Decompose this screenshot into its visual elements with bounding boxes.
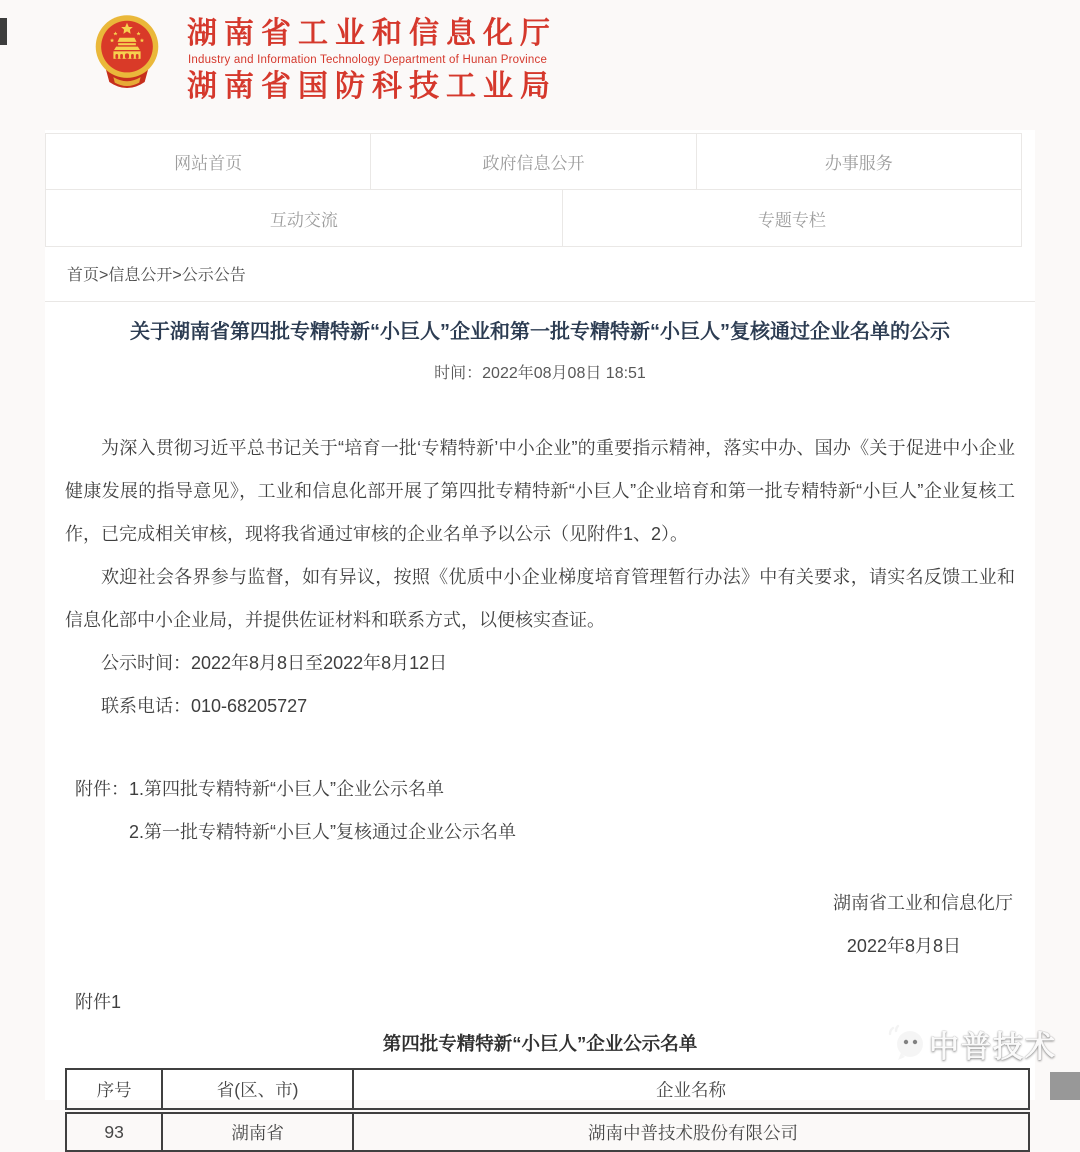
header-cell-company: 企业名称: [353, 1069, 1029, 1111]
contact-phone-line: 联系电话：010-68205727: [101, 696, 308, 716]
site-header-text: [187, 13, 557, 104]
attachment-item-2: 2.第一批专精特新“小巨人”复核通过企业公示名单: [129, 822, 516, 842]
nav-item-gov-info[interactable]: 政府信息公开: [371, 134, 696, 190]
header-cell-index: 序号: [66, 1069, 162, 1111]
attachment1-label: 附件1: [75, 992, 122, 1012]
signature-block: [45, 882, 1035, 968]
org-name-line1: 湖南省工业和信息化厅: [187, 17, 557, 50]
site-header: [93, 13, 557, 106]
nav-item-services[interactable]: 办事服务: [697, 134, 1021, 190]
table-header-row: [66, 1069, 1029, 1111]
nav-item-interaction[interactable]: 互动交流: [46, 190, 563, 246]
org-name-english: Industry and Information Technology Department of Hunan Province: [188, 54, 548, 66]
cell-company: 湖南中普技术股份有限公司: [353, 1111, 1029, 1151]
article-title: 关于湖南省第四批专精特新“小巨人”企业和第一批专精特新“小巨人”复核通过企业名单的公示: [130, 321, 950, 343]
attachments-block: [45, 768, 1035, 854]
org-name-line2: 湖南省国防科技工业局: [187, 70, 557, 103]
signature-organization: 湖南省工业和信息化厅: [833, 893, 1013, 913]
article-body: [65, 427, 1015, 728]
article-timestamp: 时间：2022年08月08日 18:51: [434, 365, 646, 382]
screenshot-artifact-top-left: [0, 18, 7, 45]
roster-table: [65, 1068, 1030, 1152]
breadcrumb[interactable]: 首页>信息公开>公示公告: [45, 252, 1035, 302]
signature-date: 2022年8月8日: [846, 936, 961, 956]
national-emblem-icon: [93, 13, 161, 106]
article-container: [45, 252, 1035, 1152]
nav-row-1: [46, 134, 1021, 190]
attachments-label: 附件：: [75, 779, 129, 799]
nav-item-home[interactable]: 网站首页: [46, 134, 371, 190]
paragraph-2: 欢迎社会各界参与监督，如有异议，按照《优质中小企业梯度培育管理暂行办法》中有关要求，请实名反馈工业和信息化部中小企业局，并提供佐证材料和联系方式，以便核实查证。: [65, 567, 1015, 630]
header-cell-province: 省(区、市): [162, 1069, 353, 1111]
cell-province: 湖南省: [162, 1111, 353, 1151]
attachment-item-1: 1.第四批专精特新“小巨人”企业公示名单: [129, 779, 444, 799]
screenshot-artifact-bottom-right: [1050, 1072, 1080, 1100]
nav-row-2: [46, 190, 1021, 246]
roster-table-title: 第四批专精特新“小巨人”企业公示名单: [382, 1033, 698, 1054]
paragraph-1: 为深入贯彻习近平总书记关于“培育一批‘专精特新’中小企业”的重要指示精神，落实中办、国办《关于促进中小企业健康发展的指导意见》，工业和信息化部开展了第四批专精特新“小巨人”企业培育和第一批专精特新“小巨人”企业复核工作，已完成相关审核，现将我省通过审核的企业名单予以公示（见附件1、2）。: [65, 438, 1015, 544]
attachments-list: [129, 768, 516, 854]
watermark-text: 中普技术: [929, 1031, 1057, 1064]
notice-period-line: 公示时间：2022年8月8日至2022年8月12日: [101, 653, 448, 673]
main-navigation: [45, 133, 1022, 247]
nav-item-special-topics[interactable]: 专题专栏: [757, 210, 826, 230]
table-row: [66, 1111, 1029, 1151]
cell-index: 93: [66, 1111, 162, 1151]
